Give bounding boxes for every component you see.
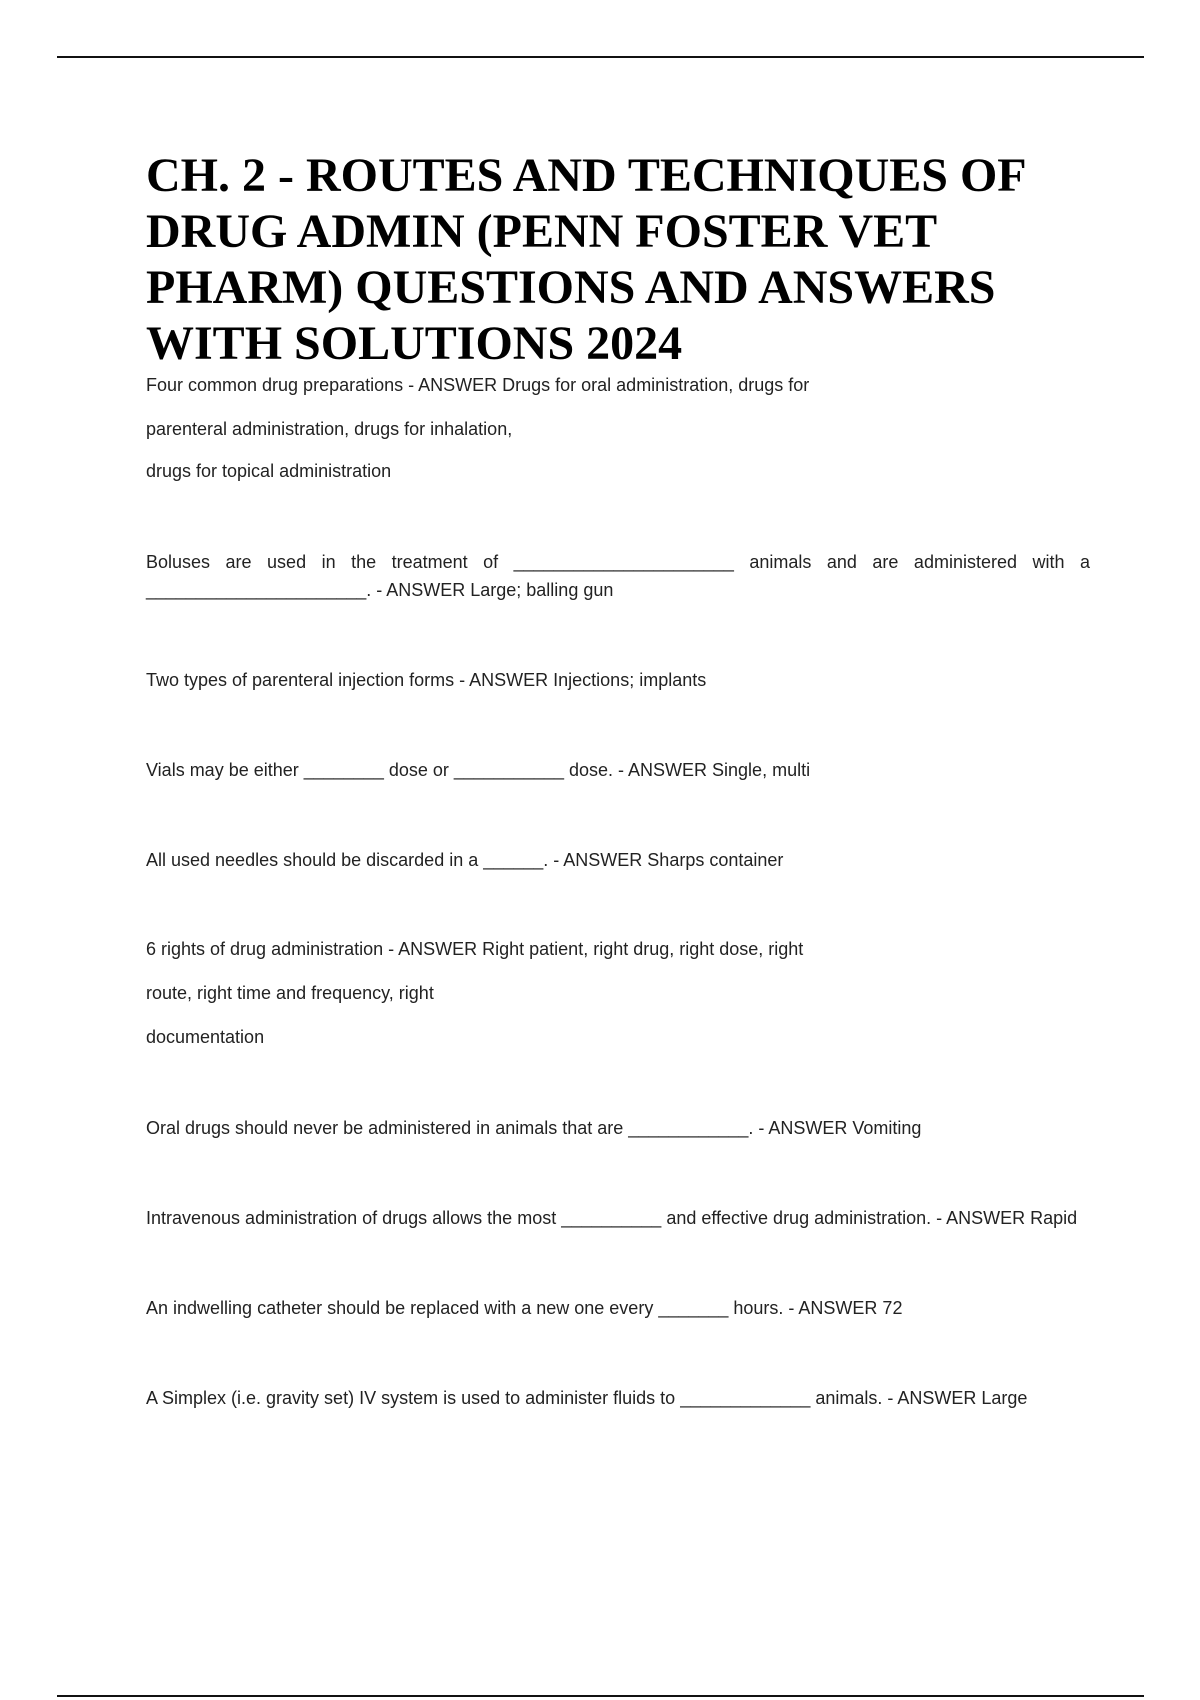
header-rule	[57, 56, 1144, 58]
qa-text-line: route, right time and frequency, right	[146, 983, 434, 1003]
qa-item-2	[146, 548, 1090, 604]
qa-text: A Simplex (i.e. gravity set) IV system is used to administer fluids to _____________ animals. - ANSWER Large	[146, 1388, 1028, 1408]
qa-text-line: parenteral administration, drugs for inhalation,	[146, 419, 513, 439]
qa-item-1	[146, 372, 1090, 484]
qa-text: Boluses are used in the treatment of ______________________ animals and are administered with a ______________________. - ANSWER Large; balling gun	[146, 552, 1090, 600]
qa-item-8	[146, 1204, 1090, 1232]
qa-text-line: drugs for topical administration	[146, 461, 392, 481]
document-title: CH. 2 - ROUTES AND TECHNIQUES OF DRUG ADMIN (PENN FOSTER VET PHARM) QUESTIONS AND ANSWERS WITH SOLUTIONS 2024	[146, 149, 1025, 370]
qa-text: Intravenous administration of drugs allows the most __________ and effective drug administration. - ANSWER Rapid	[146, 1208, 1078, 1228]
qa-item-10	[146, 1384, 1090, 1412]
qa-item-9	[146, 1294, 1090, 1322]
qa-text: Oral drugs should never be administered in animals that are ____________. - ANSWER Vomiting	[146, 1118, 922, 1138]
document-body	[146, 148, 1090, 1412]
footer-rule	[57, 1695, 1144, 1697]
qa-text-line: Four common drug preparations - ANSWER Drugs for oral administration, drugs for	[146, 375, 810, 395]
qa-text: All used needles should be discarded in a ______. - ANSWER Sharps container	[146, 850, 784, 870]
qa-text: Vials may be either ________ dose or ___________ dose. - ANSWER Single, multi	[146, 760, 811, 780]
qa-text-line: documentation	[146, 1027, 265, 1047]
qa-item-7	[146, 1114, 1090, 1142]
qa-item-3	[146, 666, 1090, 694]
qa-text: Two types of parenteral injection forms - ANSWER Injections; implants	[146, 670, 707, 690]
qa-item-4	[146, 756, 1090, 784]
qa-text: An indwelling catheter should be replaced with a new one every _______ hours. - ANSWER 72	[146, 1298, 903, 1318]
qa-text-line: 6 rights of drug administration - ANSWER Right patient, right drug, right dose, right	[146, 939, 804, 959]
qa-item-6	[146, 936, 1090, 1050]
qa-item-5	[146, 846, 1090, 874]
